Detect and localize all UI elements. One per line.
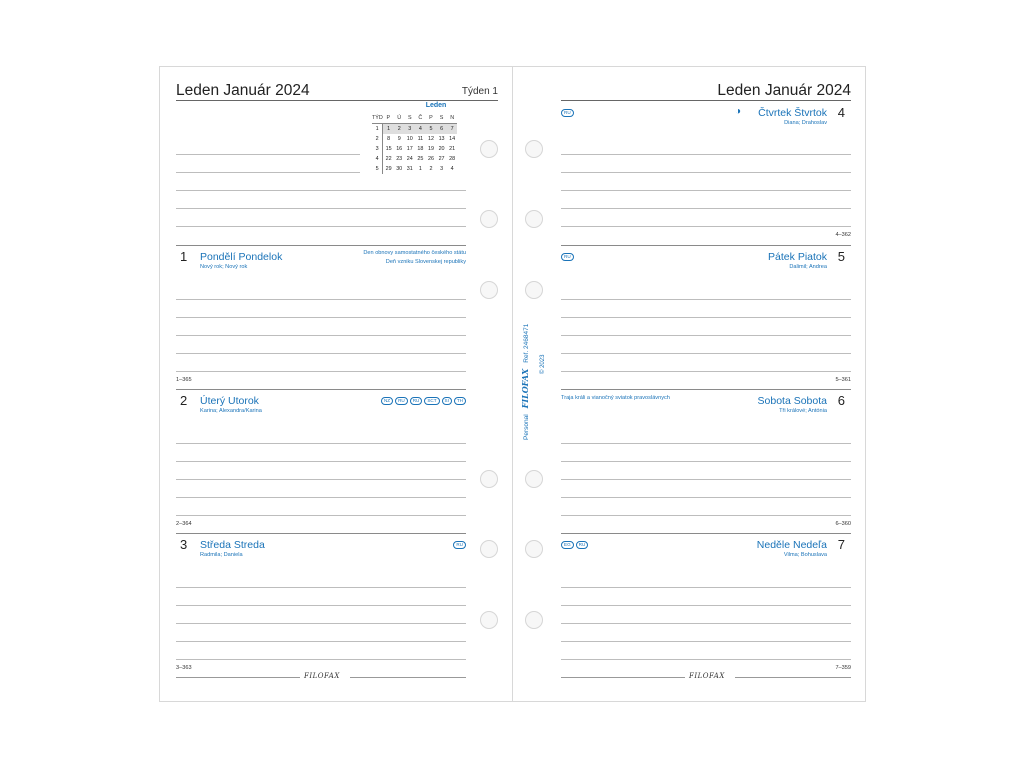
footer-line <box>561 677 685 678</box>
country-badge: RU <box>576 541 589 549</box>
spine-copyright: © 2023 <box>540 354 546 374</box>
binder-hole <box>525 140 543 158</box>
day-counter: 1–365 <box>176 377 192 383</box>
country-badges <box>381 397 466 405</box>
note-line <box>561 371 851 372</box>
mini-cal-day: 3 <box>404 124 415 135</box>
day-divider <box>561 245 851 246</box>
holiday-cz: Den obnovy samostatného českého státu <box>363 250 466 256</box>
mini-cal-day: 2 <box>429 166 433 172</box>
country-badge: RU <box>395 397 408 405</box>
binder-hole <box>525 210 543 228</box>
mini-cal-week: 3 <box>372 144 383 154</box>
mini-cal-day: 9 <box>397 136 401 142</box>
mini-cal-day: 30 <box>396 166 403 172</box>
note-line <box>561 443 851 444</box>
note-line <box>176 443 466 444</box>
mini-cal-header: Č <box>415 113 426 124</box>
day-name: Úterý Utorok <box>200 395 259 407</box>
name-day: Diana; Drahoslav <box>784 120 827 126</box>
note-line <box>561 172 851 173</box>
day-divider <box>176 533 466 534</box>
holiday-sk: Deň vzniku Slovenskej republiky <box>385 259 466 265</box>
binder-hole <box>525 611 543 629</box>
day-number: 2 <box>180 393 188 408</box>
note-line <box>176 371 466 372</box>
note-line <box>176 659 466 660</box>
day-counter: 4–362 <box>835 232 851 238</box>
country-badge: NZ <box>381 397 393 405</box>
day-number: 1 <box>180 249 188 264</box>
note-line <box>176 299 466 300</box>
note-line <box>561 479 851 480</box>
mini-cal-day: 31 <box>406 166 413 172</box>
day-divider <box>176 389 466 390</box>
mini-cal-header: S <box>404 113 415 124</box>
day-name: Pondělí Pondelok <box>200 251 283 263</box>
note-line <box>561 226 851 227</box>
day-name: Neděle Nedeľa <box>756 539 827 551</box>
country-badge: SCT <box>424 397 439 405</box>
note-line <box>176 353 466 354</box>
day-counter: 2–364 <box>176 521 192 527</box>
binder-hole <box>525 470 543 488</box>
spine-brand: FILOFAX <box>520 368 530 409</box>
note-line <box>176 172 360 173</box>
mini-cal-day: 1 <box>383 124 394 135</box>
note-line <box>561 353 851 354</box>
footer-line <box>350 677 466 678</box>
day-name: Sobota Sobota <box>757 395 827 407</box>
binder-hole <box>480 611 498 629</box>
filofax-logo: FILOFAX <box>689 672 725 680</box>
mini-cal-day: 22 <box>385 156 392 162</box>
name-day: Tři králové; Antónia <box>779 408 827 414</box>
note-line <box>176 335 466 336</box>
country-badges <box>561 541 588 549</box>
holiday-text: Traja králi a vianočný sviatok pravoslávnych <box>561 395 670 401</box>
mini-cal-week: 2 <box>372 134 383 144</box>
header-rule <box>561 100 851 101</box>
note-line <box>176 515 466 516</box>
spine-size: Personal <box>523 414 530 440</box>
note-line <box>176 623 466 624</box>
binder-hole <box>525 281 543 299</box>
mini-cal-day: 21 <box>449 146 456 152</box>
binder-hole <box>525 540 543 558</box>
note-line <box>176 497 466 498</box>
note-line <box>176 226 466 227</box>
note-line <box>561 299 851 300</box>
right-page-title: Leden Január 2024 <box>717 82 851 99</box>
mini-calendar-title: Leden <box>425 102 447 109</box>
note-line <box>176 587 466 588</box>
note-line <box>561 335 851 336</box>
day-number: 4 <box>837 105 845 120</box>
mini-cal-day: 26 <box>427 156 434 162</box>
note-line <box>561 190 851 191</box>
note-line <box>561 154 851 155</box>
day-counter: 6–360 <box>835 521 851 527</box>
spine-info <box>520 324 530 440</box>
mini-cal-day: 25 <box>417 156 424 162</box>
mini-cal-header: TÝD <box>372 113 383 124</box>
day-counter: 5–361 <box>835 377 851 383</box>
mini-cal-day: 18 <box>417 146 424 152</box>
mini-cal-day: 17 <box>406 146 413 152</box>
note-line <box>176 317 466 318</box>
day-number: 6 <box>837 393 845 408</box>
mini-cal-day: 29 <box>385 166 392 172</box>
mini-cal-day: 8 <box>387 136 391 142</box>
spine-ref: Ref. 2468471 <box>523 323 530 363</box>
note-line <box>561 497 851 498</box>
country-badges <box>453 541 466 549</box>
mini-cal-day: 13 <box>438 136 445 142</box>
right-diary-page <box>512 66 866 702</box>
mini-cal-day: 1 <box>418 166 422 172</box>
note-line <box>561 461 851 462</box>
day-name: Pátek Piatok <box>768 251 827 263</box>
day-number: 5 <box>837 249 845 264</box>
left-page-title: Leden Január 2024 <box>176 82 310 99</box>
mini-cal-day: 12 <box>427 136 434 142</box>
mini-cal-day: 10 <box>406 136 413 142</box>
country-badge: RU <box>561 109 574 117</box>
note-line <box>176 641 466 642</box>
country-badges <box>561 109 574 117</box>
day-divider <box>561 389 851 390</box>
holiday-text <box>363 249 466 267</box>
note-line <box>176 190 466 191</box>
day-divider <box>561 533 851 534</box>
country-badge: TH <box>454 397 466 405</box>
binder-hole <box>480 281 498 299</box>
mini-cal-header: P <box>426 113 437 124</box>
note-line <box>561 605 851 606</box>
mini-cal-header: Ú <box>394 113 405 124</box>
mini-cal-day: 2 <box>394 124 405 135</box>
note-line <box>561 641 851 642</box>
header-rule <box>176 100 498 101</box>
mini-cal-day: 23 <box>396 156 403 162</box>
mini-cal-day: 7 <box>447 124 458 135</box>
country-badge: RU <box>561 253 574 261</box>
mini-cal-day: 6 <box>436 124 447 135</box>
mini-cal-day: 3 <box>440 166 444 172</box>
binder-hole <box>480 540 498 558</box>
name-day: Nový rok; Nový rok <box>200 264 248 270</box>
mini-cal-week: 5 <box>372 164 383 174</box>
country-badge: RU <box>453 541 466 549</box>
day-number: 3 <box>180 537 188 552</box>
name-day: Karina; Alexandra/Karina <box>200 408 262 414</box>
note-line <box>176 154 360 155</box>
name-day: Vilma; Bohuslava <box>783 552 827 558</box>
mini-cal-day: 24 <box>406 156 413 162</box>
note-line <box>176 479 466 480</box>
note-line <box>561 208 851 209</box>
country-badges <box>561 253 574 261</box>
day-divider <box>176 245 466 246</box>
left-diary-page <box>159 66 513 702</box>
name-day: Radmila; Daniela <box>200 552 243 558</box>
note-line <box>561 659 851 660</box>
mini-cal-header: N <box>447 113 458 124</box>
mini-cal-day: 16 <box>396 146 403 152</box>
mini-cal-header: P <box>383 113 394 124</box>
mini-calendar <box>372 113 457 174</box>
binder-hole <box>480 470 498 488</box>
week-number: Týden 1 <box>461 86 498 97</box>
day-number: 7 <box>837 537 845 552</box>
country-badge: SI <box>442 397 452 405</box>
day-counter: 7–359 <box>835 665 851 671</box>
note-line <box>176 605 466 606</box>
mini-cal-day: 20 <box>438 146 445 152</box>
day-counter: 3–363 <box>176 665 192 671</box>
footer-line <box>735 677 851 678</box>
country-badge: EG <box>561 541 574 549</box>
mini-cal-day: 27 <box>438 156 445 162</box>
mini-cal-day: 4 <box>450 166 454 172</box>
filofax-logo: FILOFAX <box>304 672 340 680</box>
note-line <box>561 587 851 588</box>
mini-cal-week: 1 <box>372 124 383 135</box>
mini-cal-day: 11 <box>417 136 424 142</box>
mini-cal-day: 15 <box>385 146 392 152</box>
mini-cal-header: S <box>436 113 447 124</box>
mini-cal-day: 14 <box>449 136 456 142</box>
note-line <box>561 623 851 624</box>
binder-hole <box>480 140 498 158</box>
mini-cal-week: 4 <box>372 154 383 164</box>
mini-cal-day: 28 <box>449 156 456 162</box>
day-name: Středa Streda <box>200 539 265 551</box>
mini-cal-day: 4 <box>415 124 426 135</box>
mini-cal-day: 19 <box>427 146 434 152</box>
binder-hole <box>480 210 498 228</box>
footer-line <box>176 677 300 678</box>
note-line <box>176 461 466 462</box>
country-badge: RU <box>410 397 423 405</box>
mini-cal-day: 5 <box>426 124 437 135</box>
day-name: Čtvrtek Štvrtok <box>758 107 827 119</box>
moon-phase-icon: ◑ <box>734 106 741 117</box>
note-line <box>176 208 466 209</box>
note-line <box>561 317 851 318</box>
note-line <box>561 515 851 516</box>
name-day: Dalimil; Andrea <box>789 264 827 270</box>
